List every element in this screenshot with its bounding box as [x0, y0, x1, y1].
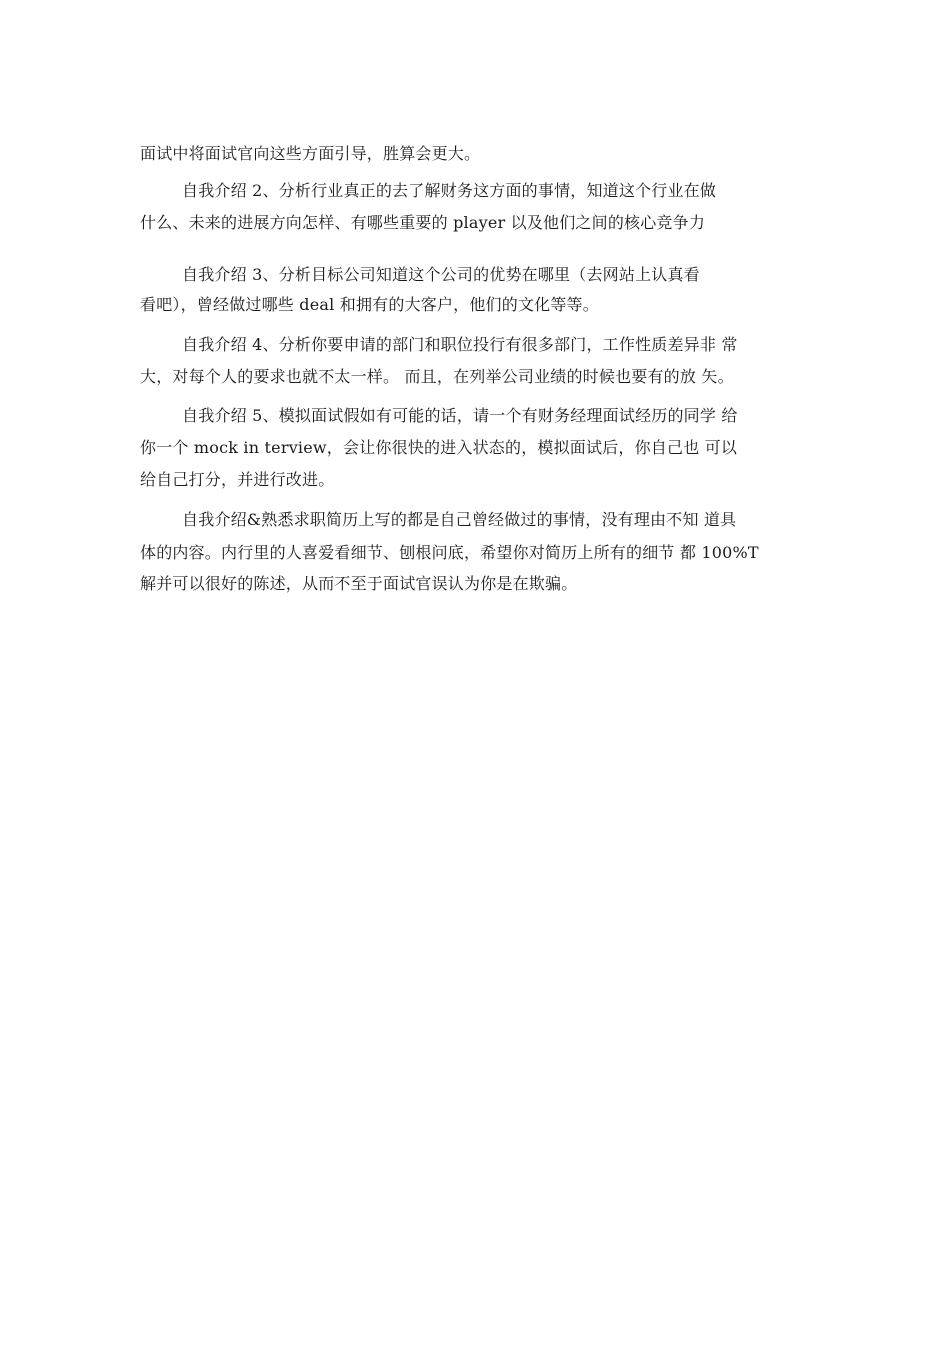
paragraph-line: 自我介绍 2、分析行业真正的去了解财务这方面的事情，知道这个行业在做 — [182, 181, 717, 200]
paragraph-line: 自我介绍 4、分析你要申请的部门和职位投行有很多部门，工作性质差异非 常 — [182, 335, 738, 354]
paragraph-line: 给自己打分，并进行改进。 — [140, 470, 335, 489]
paragraph-line: 你一个 mock in terview，会让你很快的进入状态的，模拟面试后，你自己也 可以 — [140, 438, 738, 457]
paragraph-line: 解并可以很好的陈述，从而不至于面试官误认为你是在欺骗。 — [140, 574, 578, 593]
paragraph-line: 自我介绍 5、模拟面试假如有可能的话，请一个有财务经理面试经历的同学 给 — [182, 406, 738, 425]
paragraph-line: 自我介绍 3、分析目标公司知道这个公司的优势在哪里（去网站上认真看 — [182, 265, 700, 284]
paragraph-line: 自我介绍&熟悉求职简历上写的都是自己曾经做过的事情，没有理由不知 道具 — [182, 510, 737, 529]
paragraph-line: 什么、未来的进展方向怎样、有哪些重要的 player 以及他们之间的核心竞争力 — [140, 213, 706, 232]
paragraph-line: 看吧），曾经做过哪些 deal 和拥有的大客户，他们的文化等等。 — [140, 295, 599, 314]
paragraph-line: 大，对每个人的要求也就不太一样。 而且，在列举公司业绩的时候也要有的放 矢。 — [140, 367, 734, 386]
paragraph-line: 面试中将面试官向这些方面引导，胜算会更大。 — [140, 144, 481, 163]
paragraph-line: 体的内容。内行里的人喜爱看细节、刨根问底，希望你对简历上所有的细节 都 100%T — [140, 543, 759, 562]
